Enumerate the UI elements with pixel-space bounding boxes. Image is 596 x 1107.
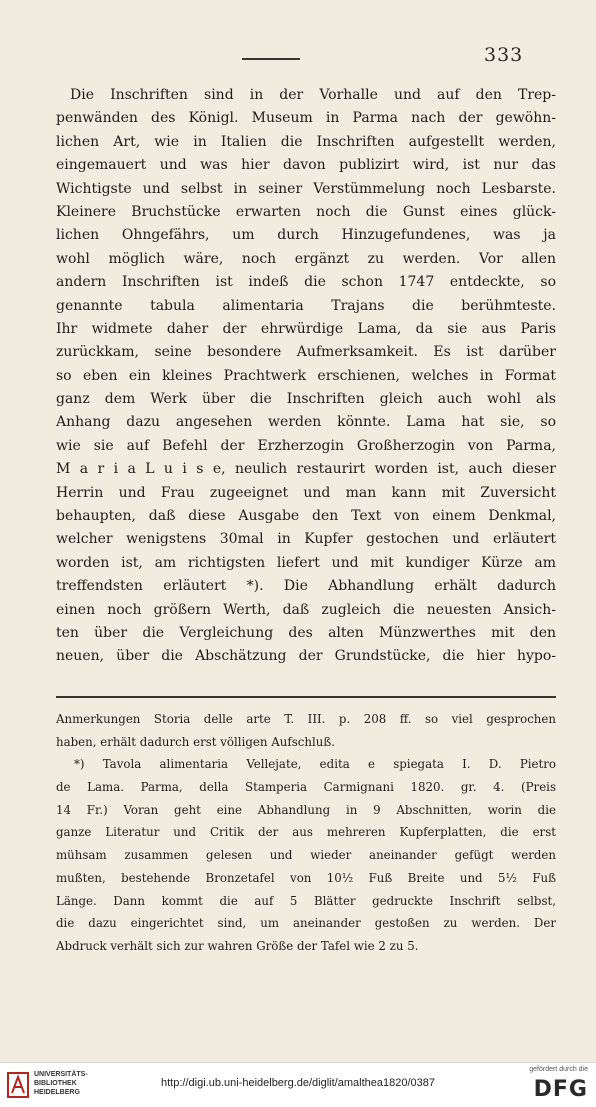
text-line: M a r i a L u i s e, neulich restaurirt worden ist, auch dieser <box>56 461 556 478</box>
institution-line: UNIVERSITÄTS- <box>34 1071 88 1078</box>
text-line: genannte tabula alimentaria Trajans die berühmteste. <box>56 297 556 314</box>
footnote-line: haben, erhält dadurch erst völligen Aufschluß. <box>56 734 335 749</box>
permalink-url[interactable]: http://digi.ub.uni-heidelberg.de/diglit/amalthea1820/0387 <box>161 1077 435 1089</box>
text-line: Herrin und Frau zugeeignet und man kann mit Zuversicht <box>56 484 556 501</box>
text-line: andern Inschriften ist indeß die schon 1747 entdeckte, so <box>56 274 556 291</box>
text-line: Wichtigste und selbst in seiner Verstümmelung noch Lesbarste. <box>56 180 556 197</box>
footnote-line: die dazu eingerichtet sind, um aneinander gestoßen zu werden. Der <box>56 916 556 931</box>
footnote-rule <box>56 696 556 698</box>
text-line: ten über die Vergleichung des alten Münzwerthes mit den <box>56 624 556 641</box>
page-number: 333 <box>484 44 524 66</box>
text-line: zurückkam, seine besondere Aufmerksamkeit. Es ist darüber <box>56 344 556 361</box>
footnote-line: *) Tavola alimentaria Vellejate, edita e spiegata I. D. Pietro <box>74 757 556 772</box>
text-line: wohl möglich wäre, noch ergänzt zu werden. Vor allen <box>56 250 556 267</box>
text-line: welcher wenigstens 30mal in Kupfer gestochen und erläutert <box>56 531 556 548</box>
text-line: einen noch größern Werth, daß zugleich die neuesten Ansich- <box>56 601 556 618</box>
footnote-line: ganze Literatur und Critik der aus mehreren Kupferplatten, die erst <box>56 825 556 840</box>
text-line: wie sie auf Befehl der Erzherzogin Großherzogin von Parma, <box>56 437 556 454</box>
text-line: Ihr widmete daher der ehrwürdige Lama, da sie aus Paris <box>56 320 556 337</box>
footnote-line: Länge. Dann kommt die auf 5 Blätter gedruckte Inschrift selbst, <box>56 893 556 908</box>
footnotes <box>56 708 556 958</box>
institution-line: HEIDELBERG <box>34 1089 80 1096</box>
funded-by-label: gefördert durch die <box>529 1066 588 1073</box>
main-text <box>56 84 556 669</box>
text-line: so eben ein kleines Prachtwerk erschienen, welches in Format <box>56 367 556 384</box>
text-line: penwänden des Königl. Museum in Parma nach der gewöhn- <box>56 110 556 127</box>
text-line: Anhang dazu angesehen werden könnte. Lama hat sie, so <box>56 414 556 431</box>
text-line: Die Inschriften sind in der Vorhalle und auf den Trep- <box>70 87 556 103</box>
viewer-footer <box>0 1062 596 1107</box>
text-line: worden ist, am richtigsten liefert und mit kundiger Kürze am <box>56 554 556 571</box>
text-line: ganz dem Werk über die Inschriften gleich auch wohl als <box>56 391 556 408</box>
text-line: treffendsten erläutert *). Die Abhandlung erhält dadurch <box>56 578 556 595</box>
text-line: lichen Art, wie in Italien die Inschriften aufgestellt werden, <box>56 133 556 150</box>
footnote-line: mühsam zusammen gelesen und wieder aneinander gefügt werden <box>56 848 556 863</box>
text-line: neuen, über die Abschätzung der Grundstücke, die hier hypo- <box>56 648 556 665</box>
footnote-line: Anmerkungen Storia delle arte T. III. p. 208 ff. so viel gesprochen <box>56 712 556 726</box>
institution-line: BIBLIOTHEK <box>34 1080 77 1087</box>
text-line: eingemauert und was hier davon publizirt wird, ist nur das <box>56 157 556 174</box>
dfg-logo: DFG <box>533 1077 588 1102</box>
footnote-line: de Lama. Parma, della Stamperia Carmignani 1820. gr. 4. (Preis <box>56 780 556 795</box>
text-line: behaupten, daß diese Ausgabe den Text von einem Denkmal, <box>56 508 556 525</box>
footnote-line: 14 Fr.) Voran geht eine Abhandlung in 9 Abschnitten, worin die <box>56 802 556 817</box>
header-rule <box>242 58 300 60</box>
text-line: lichen Ohngefährs, um durch Hinzugefundenes, was ja <box>56 227 556 244</box>
text-line: Kleinere Bruchstücke erwarten noch die Gunst eines glück- <box>56 203 556 220</box>
footnote-line: mußten, bestehende Bronzetafel von 10½ Fuß Breite und 5½ Fuß <box>56 870 556 885</box>
footnote-line: Abdruck verhält sich zur wahren Größe der Tafel wie 2 zu 5. <box>56 938 419 953</box>
